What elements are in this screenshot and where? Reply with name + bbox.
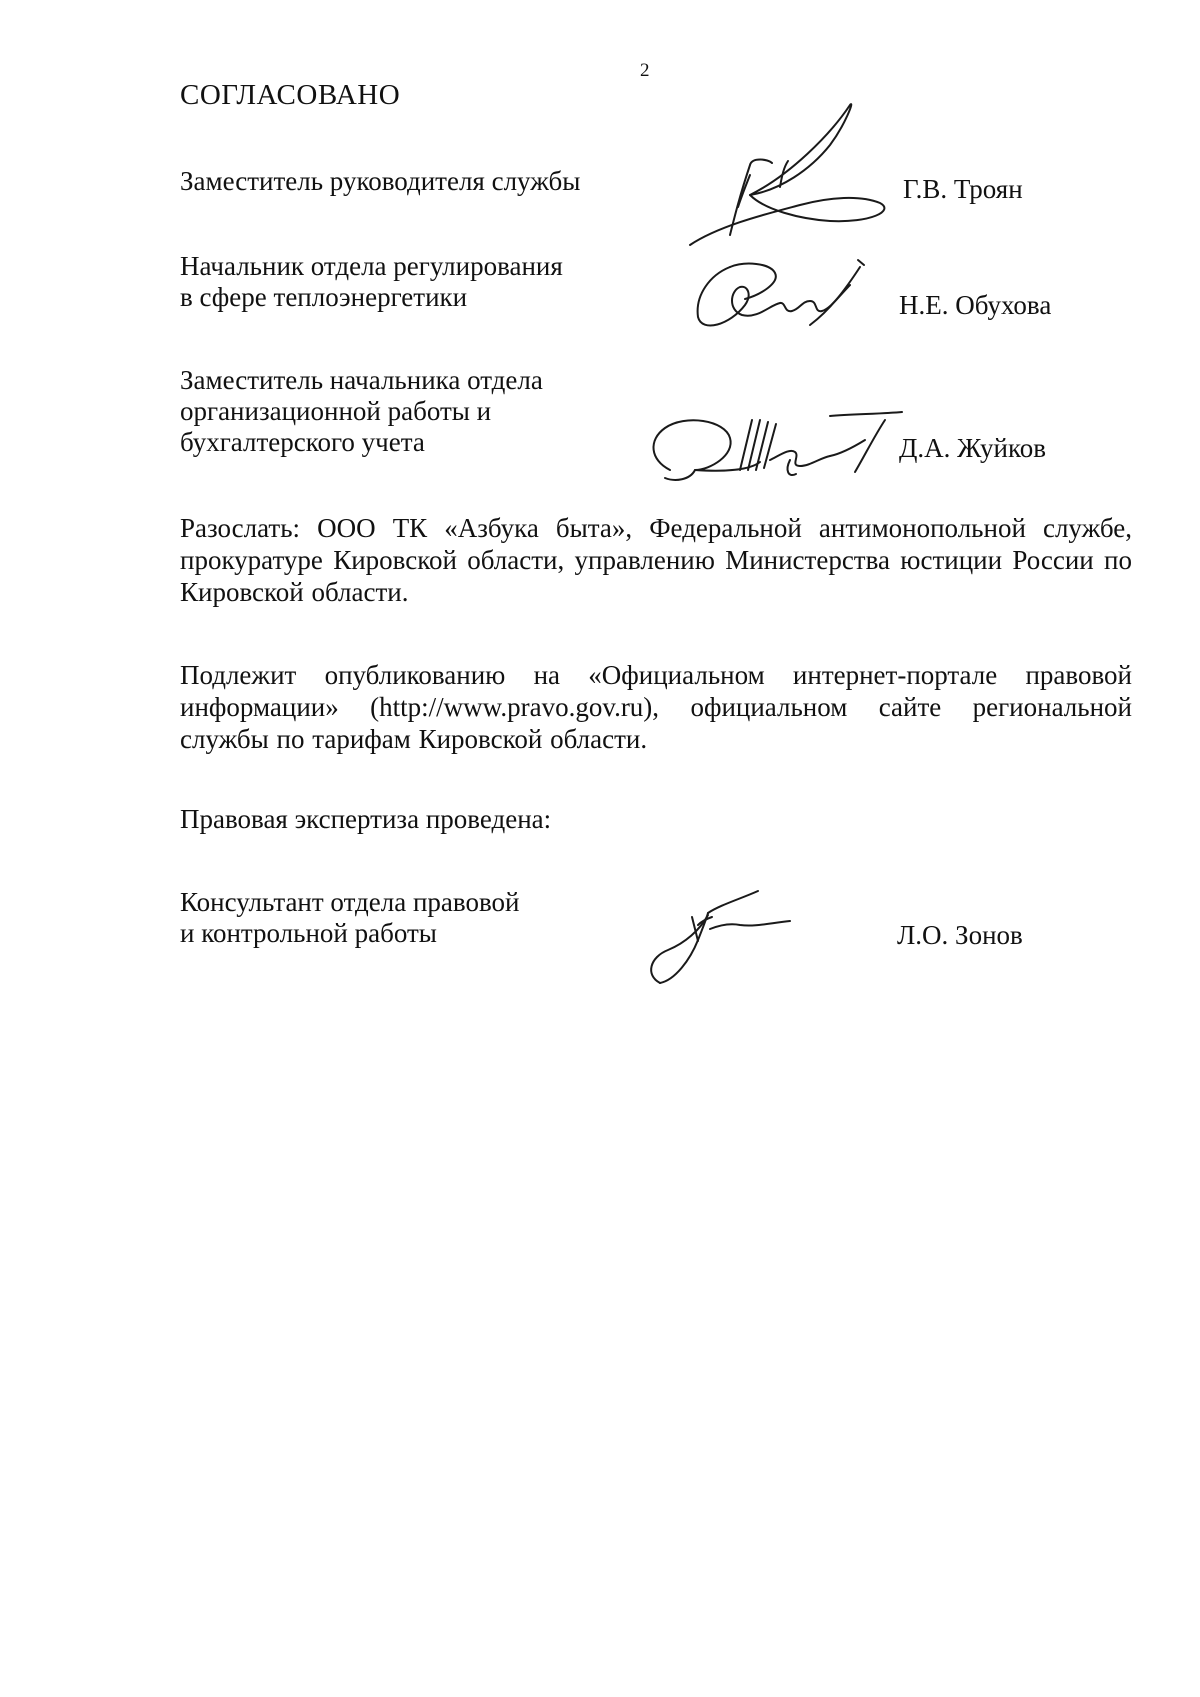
- approver-2-signature: [690, 255, 870, 335]
- approval-heading: СОГЛАСОВАНО: [180, 79, 401, 111]
- approver-2-position: Начальник отдела регулирования в сфере теплоэнергетики: [180, 251, 563, 312]
- consultant-position: Консультант отдела правовой и контрольной работы: [180, 887, 520, 948]
- approver-1-signature: [680, 95, 920, 270]
- approver-1-position: Заместитель руководителя службы: [180, 166, 581, 196]
- approver-3-position: Заместитель начальника отдела организационной работы и бухгалтерского учета: [180, 365, 543, 457]
- legal-review-label: Правовая экспертиза проведена:: [180, 804, 552, 834]
- approver-3-signature: [640, 400, 910, 485]
- approver-3-name: Д.А. Жуйков: [899, 433, 1046, 463]
- publication-notice: Подлежит опубликованию на «Официальном интернет-портале правовой информации» (http://www.pravo.gov.ru), официальном сайте региональной службы по тарифам Кировской области.: [180, 660, 1132, 754]
- consultant-name: Л.О. Зонов: [897, 920, 1023, 950]
- consultant-signature: [640, 885, 800, 990]
- page-number: 2: [640, 60, 650, 81]
- distribution-list: Разослать: ООО ТК «Азбука быта», Федеральной антимонопольной службе, прокуратуре Кировской области, управлению Министерства юстиции России по Кировской области.: [180, 513, 1132, 607]
- approver-1-name: Г.В. Троян: [903, 174, 1023, 204]
- approver-2-name: Н.Е. Обухова: [899, 290, 1052, 320]
